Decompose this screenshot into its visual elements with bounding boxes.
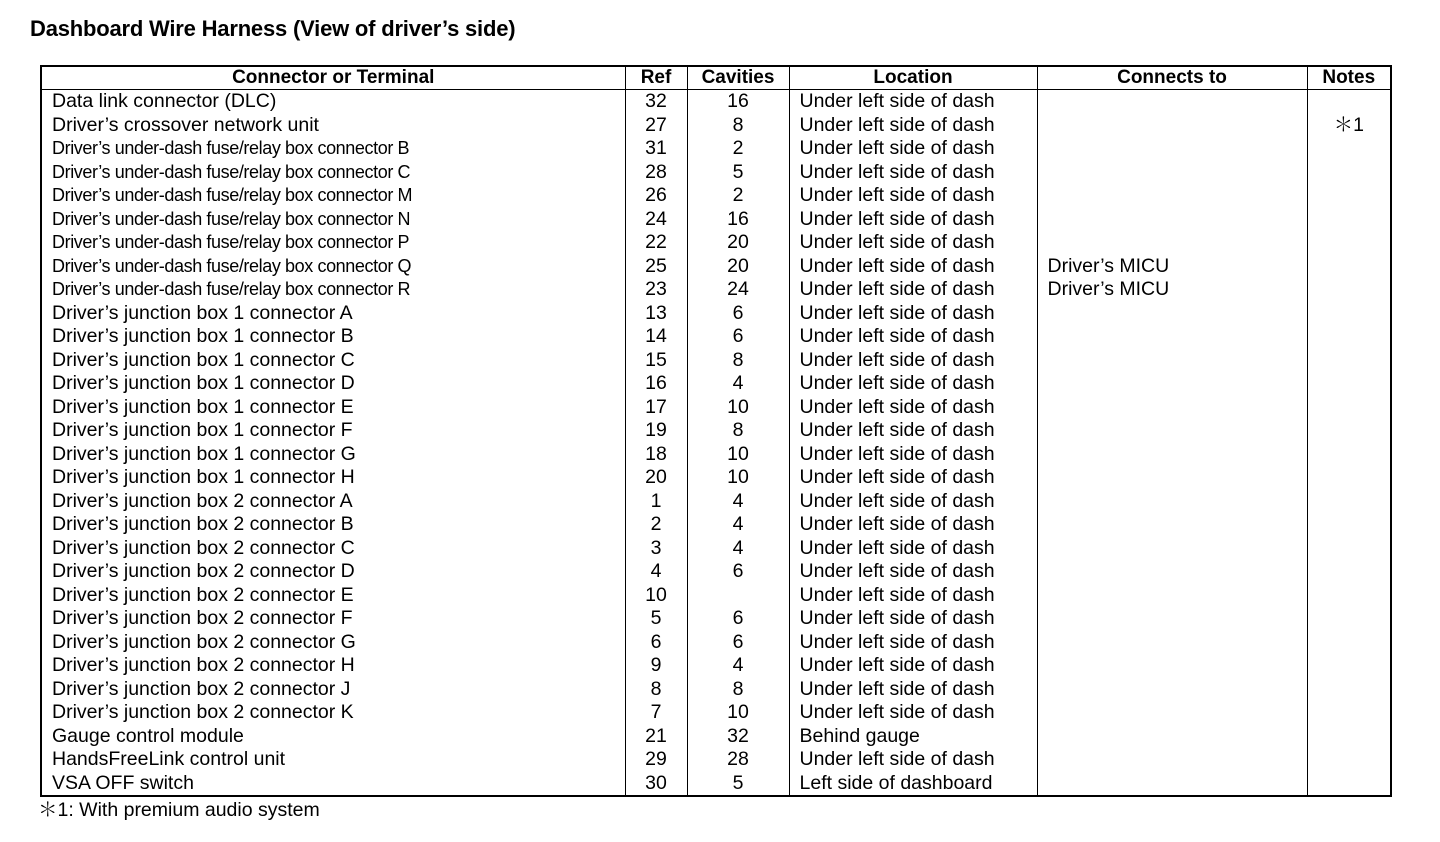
table-row: [41, 607, 1391, 631]
location-cell: Under left side of dash: [789, 325, 1037, 349]
connector-name-cell: Driver’s under-dash fuse/relay box connector R: [41, 278, 625, 302]
connector-name-cell: Driver’s junction box 2 connector D: [41, 560, 625, 584]
connector-name-cell: Driver’s junction box 1 connector H: [41, 466, 625, 490]
cavities-cell: 8: [687, 114, 789, 138]
connects-to-cell: [1037, 466, 1307, 490]
location-cell: Under left side of dash: [789, 560, 1037, 584]
table-row: [41, 114, 1391, 138]
cavities-cell: 2: [687, 184, 789, 208]
connects-to-cell: [1037, 654, 1307, 678]
connects-to-cell: [1037, 701, 1307, 725]
location-cell: Under left side of dash: [789, 137, 1037, 161]
connector-name-cell: Driver’s junction box 1 connector E: [41, 396, 625, 420]
connector-name-cell: Driver’s junction box 2 connector H: [41, 654, 625, 678]
notes-cell: [1307, 302, 1391, 326]
cavities-cell: 6: [687, 302, 789, 326]
cavities-cell: 4: [687, 654, 789, 678]
footnote: ＊1: With premium audio system: [38, 799, 320, 821]
ref-cell: 17: [625, 396, 687, 420]
connects-to-cell: [1037, 631, 1307, 655]
connector-name-cell: Driver’s under-dash fuse/relay box connector B: [41, 137, 625, 161]
notes-cell: [1307, 466, 1391, 490]
table-row: [41, 302, 1391, 326]
location-cell: Behind gauge: [789, 725, 1037, 749]
connects-to-cell: [1037, 184, 1307, 208]
page-title: Dashboard Wire Harness (View of driver’s side): [30, 16, 516, 41]
table-row: [41, 490, 1391, 514]
location-cell: Under left side of dash: [789, 466, 1037, 490]
connector-name-cell: Driver’s junction box 1 connector D: [41, 372, 625, 396]
column-header-notes: Notes: [1307, 66, 1391, 90]
connects-to-cell: [1037, 607, 1307, 631]
location-cell: Left side of dashboard: [789, 772, 1037, 797]
table-row: [41, 255, 1391, 279]
ref-cell: 9: [625, 654, 687, 678]
ref-cell: 5: [625, 607, 687, 631]
connects-to-cell: [1037, 443, 1307, 467]
notes-cell: [1307, 678, 1391, 702]
location-cell: Under left side of dash: [789, 490, 1037, 514]
table-row: [41, 654, 1391, 678]
connector-name-cell: Driver’s under-dash fuse/relay box connector Q: [41, 255, 625, 279]
ref-cell: 28: [625, 161, 687, 185]
location-cell: Under left side of dash: [789, 584, 1037, 608]
location-cell: Under left side of dash: [789, 443, 1037, 467]
notes-cell: [1307, 560, 1391, 584]
column-header-connector: Connector or Terminal: [41, 66, 625, 90]
cavities-cell: 5: [687, 772, 789, 797]
table-row: [41, 466, 1391, 490]
ref-cell: 18: [625, 443, 687, 467]
connects-to-cell: [1037, 231, 1307, 255]
column-header-ref: Ref: [625, 66, 687, 90]
table-row: [41, 396, 1391, 420]
ref-cell: 30: [625, 772, 687, 797]
notes-cell: [1307, 184, 1391, 208]
location-cell: Under left side of dash: [789, 748, 1037, 772]
ref-cell: 10: [625, 584, 687, 608]
notes-cell: [1307, 584, 1391, 608]
cavities-cell: 6: [687, 631, 789, 655]
ref-cell: 8: [625, 678, 687, 702]
cavities-cell: 28: [687, 748, 789, 772]
connector-name-cell: HandsFreeLink control unit: [41, 748, 625, 772]
ref-cell: 21: [625, 725, 687, 749]
table-row: [41, 701, 1391, 725]
connects-to-cell: [1037, 114, 1307, 138]
connects-to-cell: [1037, 208, 1307, 232]
column-header-location: Location: [789, 66, 1037, 90]
notes-cell: [1307, 278, 1391, 302]
notes-cell: [1307, 137, 1391, 161]
notes-cell: [1307, 490, 1391, 514]
ref-cell: 15: [625, 349, 687, 373]
cavities-cell: [687, 584, 789, 608]
connects-to-cell: [1037, 137, 1307, 161]
connector-name-cell: Driver’s under-dash fuse/relay box connector P: [41, 231, 625, 255]
ref-cell: 6: [625, 631, 687, 655]
connects-to-cell: [1037, 396, 1307, 420]
cavities-cell: 8: [687, 678, 789, 702]
connects-to-cell: [1037, 372, 1307, 396]
table-row: [41, 325, 1391, 349]
connects-to-cell: [1037, 513, 1307, 537]
ref-cell: 4: [625, 560, 687, 584]
notes-cell: [1307, 443, 1391, 467]
table-row: [41, 631, 1391, 655]
table-row: [41, 513, 1391, 537]
cavities-cell: 10: [687, 701, 789, 725]
table-row: [41, 349, 1391, 373]
connects-to-cell: [1037, 90, 1307, 114]
connector-name-cell: Driver’s junction box 2 connector J: [41, 678, 625, 702]
table-row: [41, 678, 1391, 702]
table-row: [41, 419, 1391, 443]
cavities-cell: 20: [687, 231, 789, 255]
connector-name-cell: Driver’s junction box 2 connector K: [41, 701, 625, 725]
connector-name-cell: Driver’s junction box 2 connector E: [41, 584, 625, 608]
cavities-cell: 10: [687, 466, 789, 490]
location-cell: Under left side of dash: [789, 654, 1037, 678]
connects-to-cell: [1037, 349, 1307, 373]
table-row: [41, 584, 1391, 608]
notes-cell: ＊1: [1333, 113, 1364, 136]
location-cell: Under left side of dash: [789, 701, 1037, 725]
connector-name-cell: Driver’s junction box 1 connector C: [41, 349, 625, 373]
table-row: [41, 748, 1391, 772]
notes-cell: [1307, 725, 1391, 749]
table-row: [41, 137, 1391, 161]
notes-cell: [1307, 161, 1391, 185]
cavities-cell: 6: [687, 325, 789, 349]
connector-name-cell: Driver’s under-dash fuse/relay box connector C: [41, 161, 625, 185]
table-body: [41, 90, 1391, 797]
location-cell: Under left side of dash: [789, 161, 1037, 185]
ref-cell: 16: [625, 372, 687, 396]
connector-name-cell: Driver’s junction box 1 connector B: [41, 325, 625, 349]
cavities-cell: 6: [687, 607, 789, 631]
connector-name-cell: VSA OFF switch: [41, 772, 625, 797]
connector-name-cell: Driver’s junction box 2 connector A: [41, 490, 625, 514]
notes-cell: [1307, 748, 1391, 772]
ref-cell: 7: [625, 701, 687, 725]
location-cell: Under left side of dash: [789, 419, 1037, 443]
location-cell: Under left side of dash: [789, 90, 1037, 114]
cavities-cell: 4: [687, 513, 789, 537]
notes-cell: [1307, 537, 1391, 561]
connector-name-cell: Driver’s junction box 1 connector F: [41, 419, 625, 443]
ref-cell: 26: [625, 184, 687, 208]
notes-cell: [1307, 396, 1391, 420]
table-row: [41, 537, 1391, 561]
ref-cell: 29: [625, 748, 687, 772]
table-row: [41, 772, 1391, 797]
ref-cell: 27: [625, 114, 687, 138]
ref-cell: 2: [625, 513, 687, 537]
location-cell: Under left side of dash: [789, 114, 1037, 138]
ref-cell: 31: [625, 137, 687, 161]
cavities-cell: 10: [687, 443, 789, 467]
notes-cell: [1307, 208, 1391, 232]
notes-cell: [1307, 255, 1391, 279]
ref-cell: 14: [625, 325, 687, 349]
connector-name-cell: Driver’s junction box 2 connector C: [41, 537, 625, 561]
connects-to-cell: [1037, 560, 1307, 584]
connector-name-cell: Driver’s crossover network unit: [41, 114, 625, 138]
notes-cell: [1307, 349, 1391, 373]
location-cell: Under left side of dash: [789, 607, 1037, 631]
connector-table: [40, 65, 1392, 797]
location-cell: Under left side of dash: [789, 372, 1037, 396]
location-cell: Under left side of dash: [789, 278, 1037, 302]
connector-name-cell: Data link connector (DLC): [41, 90, 625, 114]
connects-to-cell: [1037, 490, 1307, 514]
location-cell: Under left side of dash: [789, 678, 1037, 702]
location-cell: Under left side of dash: [789, 537, 1037, 561]
cavities-cell: 16: [687, 90, 789, 114]
connects-to-cell: [1037, 584, 1307, 608]
table-header-row: [41, 66, 1391, 90]
table-row: [41, 725, 1391, 749]
column-header-cavities: Cavities: [687, 66, 789, 90]
notes-cell: [1307, 772, 1391, 797]
ref-cell: 23: [625, 278, 687, 302]
table-row: [41, 184, 1391, 208]
table-row: [41, 372, 1391, 396]
table-row: [41, 90, 1391, 114]
cavities-cell: 6: [687, 560, 789, 584]
connects-to-cell: [1037, 725, 1307, 749]
table-row: [41, 443, 1391, 467]
notes-cell: [1307, 90, 1391, 114]
cavities-cell: 2: [687, 137, 789, 161]
notes-cell: [1307, 419, 1391, 443]
location-cell: Under left side of dash: [789, 255, 1037, 279]
notes-cell: [1307, 654, 1391, 678]
ref-cell: 3: [625, 537, 687, 561]
location-cell: Under left side of dash: [789, 349, 1037, 373]
cavities-cell: 10: [687, 396, 789, 420]
ref-cell: 22: [625, 231, 687, 255]
connects-to-cell: [1037, 748, 1307, 772]
cavities-cell: 32: [687, 725, 789, 749]
cavities-cell: 8: [687, 349, 789, 373]
table-row: [41, 208, 1391, 232]
location-cell: Under left side of dash: [789, 513, 1037, 537]
table-row: [41, 278, 1391, 302]
location-cell: Under left side of dash: [789, 631, 1037, 655]
cavities-cell: 16: [687, 208, 789, 232]
connects-to-cell: [1037, 302, 1307, 326]
ref-cell: 1: [625, 490, 687, 514]
notes-cell: [1307, 607, 1391, 631]
connector-name-cell: Driver’s under-dash fuse/relay box connector M: [41, 184, 625, 208]
cavities-cell: 8: [687, 419, 789, 443]
location-cell: Under left side of dash: [789, 208, 1037, 232]
notes-cell: [1307, 701, 1391, 725]
cavities-cell: 4: [687, 372, 789, 396]
notes-cell: [1307, 325, 1391, 349]
location-cell: Under left side of dash: [789, 302, 1037, 326]
ref-cell: 19: [625, 419, 687, 443]
notes-cell: [1307, 513, 1391, 537]
cavities-cell: 20: [687, 255, 789, 279]
cavities-cell: 4: [687, 490, 789, 514]
connects-to-cell: Driver’s MICU: [1037, 278, 1307, 302]
location-cell: Under left side of dash: [789, 231, 1037, 255]
connects-to-cell: [1037, 161, 1307, 185]
column-header-connects-to: Connects to: [1037, 66, 1307, 90]
location-cell: Under left side of dash: [789, 184, 1037, 208]
connects-to-cell: [1037, 678, 1307, 702]
connector-name-cell: Driver’s junction box 2 connector F: [41, 607, 625, 631]
cavities-cell: 24: [687, 278, 789, 302]
ref-cell: 24: [625, 208, 687, 232]
connector-name-cell: Driver’s junction box 2 connector G: [41, 631, 625, 655]
connects-to-cell: [1037, 537, 1307, 561]
ref-cell: 13: [625, 302, 687, 326]
connector-name-cell: Driver’s junction box 2 connector B: [41, 513, 625, 537]
ref-cell: 20: [625, 466, 687, 490]
connector-name-cell: Driver’s under-dash fuse/relay box connector N: [41, 208, 625, 232]
notes-cell: [1307, 372, 1391, 396]
ref-cell: 32: [625, 90, 687, 114]
connects-to-cell: [1037, 772, 1307, 797]
connector-name-cell: Gauge control module: [41, 725, 625, 749]
table-row: [41, 560, 1391, 584]
connects-to-cell: [1037, 419, 1307, 443]
ref-cell: 25: [625, 255, 687, 279]
cavities-cell: 5: [687, 161, 789, 185]
notes-cell: [1307, 631, 1391, 655]
location-cell: Under left side of dash: [789, 396, 1037, 420]
connector-name-cell: Driver’s junction box 1 connector A: [41, 302, 625, 326]
connector-name-cell: Driver’s junction box 1 connector G: [41, 443, 625, 467]
notes-cell: [1307, 231, 1391, 255]
connects-to-cell: [1037, 325, 1307, 349]
table-row: [41, 161, 1391, 185]
table-row: [41, 231, 1391, 255]
cavities-cell: 4: [687, 537, 789, 561]
connects-to-cell: Driver’s MICU: [1037, 255, 1307, 279]
